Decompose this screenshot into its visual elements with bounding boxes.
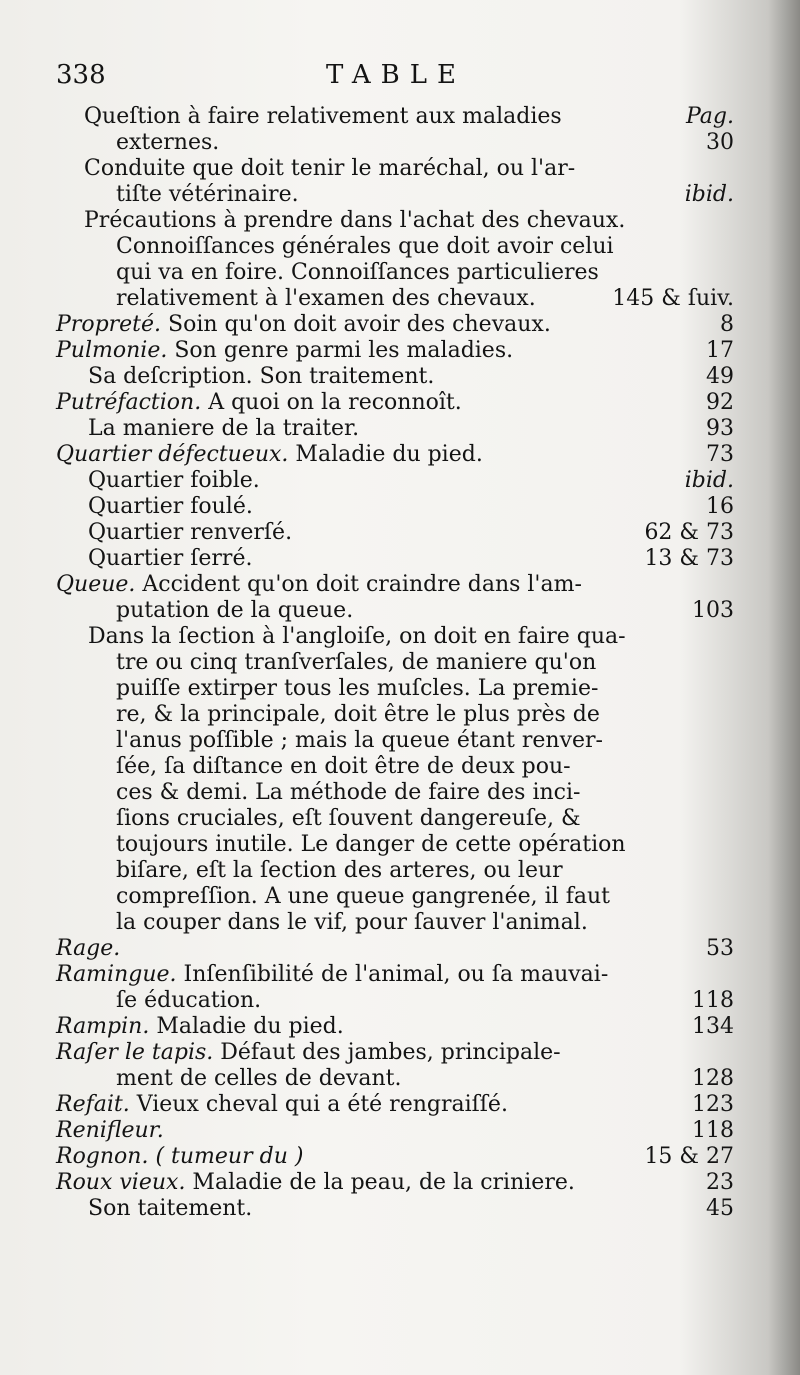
entry-text — [88, 364, 434, 390]
entry-description: re, & la principale, doit être le plus près de — [116, 702, 600, 727]
entry-description: Queſtion à faire relativement aux maladies — [84, 104, 562, 129]
entry-text — [56, 1170, 575, 1196]
index-line — [56, 286, 734, 312]
index-line — [56, 702, 734, 728]
entry-description: Inſenſibilité de l'animal, ou ſa mauvai- — [176, 962, 609, 987]
index-line — [56, 884, 734, 910]
entry-term: Renifleur. — [56, 1118, 164, 1143]
entry-text — [88, 494, 253, 520]
index-line — [56, 962, 734, 988]
entry-description: Quartier foible. — [88, 468, 260, 493]
index-line — [56, 442, 734, 468]
entry-text — [116, 286, 536, 312]
index-line — [56, 1014, 734, 1040]
index-line — [56, 598, 734, 624]
index-line — [56, 988, 734, 1014]
page-reference: 103 — [692, 598, 734, 623]
entry-text — [84, 104, 562, 130]
index-line — [56, 156, 734, 182]
entry-description: Quartier ſerré. — [88, 546, 253, 571]
index-line — [56, 936, 734, 962]
entry-description: puiſſe extirper tous les muſcles. La premie- — [116, 676, 599, 701]
entry-description: La maniere de la traiter. — [88, 416, 360, 441]
entry-description: Précautions à prendre dans l'achat des chevaux. — [84, 208, 626, 233]
entry-description: compreſſion. A une queue gangrenée, il faut — [116, 884, 610, 909]
entry-text — [116, 260, 599, 286]
index-line — [56, 1066, 734, 1092]
page-reference: 73 — [706, 442, 734, 467]
entry-text — [56, 936, 120, 962]
page-number: 338 — [56, 60, 106, 90]
entry-text — [116, 130, 219, 156]
entry-text — [56, 1092, 508, 1118]
index-line — [56, 364, 734, 390]
entry-text — [116, 988, 261, 1014]
page-reference: 16 — [706, 494, 734, 519]
index-line — [56, 806, 734, 832]
entry-text — [116, 780, 580, 806]
entry-text — [56, 1040, 561, 1066]
index-line — [56, 1118, 734, 1144]
index-line — [56, 832, 734, 858]
entry-text — [116, 650, 596, 676]
entry-text — [88, 546, 252, 572]
index-line — [56, 338, 734, 364]
index-line — [56, 676, 734, 702]
page-reference: 53 — [706, 936, 734, 961]
index-line — [56, 572, 734, 598]
entry-text — [116, 806, 581, 832]
index-line — [56, 650, 734, 676]
page-reference: ibid. — [684, 468, 734, 493]
index-line — [56, 130, 734, 156]
entry-text — [116, 754, 571, 780]
entry-description: Connoiſſances générales que doit avoir celui — [116, 234, 614, 259]
index-line — [56, 1196, 734, 1222]
page-reference: 30 — [706, 130, 734, 155]
page-reference: Pag. — [685, 104, 734, 129]
index-line — [56, 104, 734, 130]
index-line — [56, 780, 734, 806]
page-reference: 62 & 73 — [644, 520, 734, 545]
page-reference: 23 — [706, 1170, 734, 1195]
entry-text — [116, 832, 626, 858]
entry-term: Propreté. — [56, 312, 162, 337]
index-line — [56, 468, 734, 494]
entry-text — [56, 1118, 164, 1144]
entry-description: Accident qu'on doit craindre dans l'am- — [135, 572, 582, 597]
entry-description: l'anus poſſible ; mais la queue étant renver- — [116, 728, 603, 753]
entry-description: tre ou cinq tranſverſales, de maniere qu'on — [116, 650, 597, 675]
index-line — [56, 312, 734, 338]
page-title: TABLE — [325, 60, 467, 90]
entry-term: Refait. — [56, 1092, 130, 1117]
page-reference: 118 — [692, 988, 734, 1013]
entry-text — [116, 676, 598, 702]
entry-term: Rognon. ( tumeur du ) — [56, 1144, 304, 1169]
index-line — [56, 1170, 734, 1196]
index-line — [56, 624, 734, 650]
page-header — [56, 60, 736, 96]
entry-description: ſions cruciales, eſt ſouvent dangereuſe, & — [116, 806, 581, 831]
page-reference: 134 — [692, 1014, 734, 1039]
index-line — [56, 416, 734, 442]
entry-description: toujours inutile. Le danger de cette opération — [116, 832, 626, 857]
page-reference: 123 — [692, 1092, 734, 1117]
entry-text — [116, 858, 563, 884]
entry-term: Pulmonie. — [56, 338, 168, 363]
entry-description: la couper dans le vif, pour ſauver l'animal. — [116, 910, 588, 935]
entry-text — [88, 468, 260, 494]
index-line — [56, 208, 734, 234]
page-reference: 49 — [706, 364, 734, 389]
entry-text — [88, 1196, 252, 1222]
page-reference: 13 & 73 — [644, 546, 734, 571]
entry-description: Soin qu'on doit avoir des chevaux. — [161, 312, 551, 337]
index-line — [56, 520, 734, 546]
entry-text — [116, 884, 610, 910]
entry-term: Raſer le tapis. — [56, 1040, 214, 1065]
entry-text — [56, 1014, 344, 1040]
index-line — [56, 1092, 734, 1118]
entry-text — [116, 234, 614, 260]
index-line — [56, 390, 734, 416]
entry-description: ſe éducation. — [116, 988, 262, 1013]
entry-text — [56, 572, 582, 598]
index-line — [56, 1144, 734, 1170]
entry-description: relativement à l'examen des chevaux. — [116, 286, 536, 311]
entry-text — [116, 702, 600, 728]
index-line — [56, 260, 734, 286]
index-line — [56, 182, 734, 208]
entry-text — [56, 962, 608, 988]
entry-term: Putréfaction. — [56, 390, 202, 415]
page-reference: 92 — [706, 390, 734, 415]
page-reference: 118 — [692, 1118, 734, 1143]
page-reference: 128 — [692, 1066, 734, 1091]
index-line — [56, 754, 734, 780]
entry-term: Rage. — [56, 936, 121, 961]
entry-text — [84, 208, 625, 234]
entry-text — [88, 416, 359, 442]
entry-term: Rampin. — [56, 1014, 150, 1039]
entry-description: Maladie du pied. — [149, 1014, 344, 1039]
page-reference: 93 — [706, 416, 734, 441]
entry-description: Vieux cheval qui a été rengraiſſé. — [129, 1092, 508, 1117]
entry-description: A quoi on la reconnoît. — [201, 390, 462, 415]
entry-description: qui va en foire. Connoiſſances particulieres — [116, 260, 599, 285]
entry-description: tiſte vétérinaire. — [116, 182, 299, 207]
entry-description: Son taitement. — [88, 1196, 253, 1221]
entry-description: ment de celles de devant. — [116, 1066, 402, 1091]
entry-term: Quartier défectueux. — [56, 442, 289, 467]
page-reference: ibid. — [684, 182, 734, 207]
entry-text — [56, 312, 551, 338]
index-line — [56, 494, 734, 520]
entry-text — [56, 442, 483, 468]
entry-text — [116, 1066, 401, 1092]
index-line — [56, 546, 734, 572]
index-line — [56, 728, 734, 754]
index-entries — [56, 104, 734, 1222]
entry-text — [88, 624, 626, 650]
entry-text — [88, 520, 292, 546]
entry-term: Roux vieux. — [56, 1170, 186, 1195]
entry-description: Dans la ſection à l'angloiſe, on doit en faire qua- — [88, 624, 626, 649]
entry-text — [56, 1144, 303, 1170]
entry-description: Son genre parmi les maladies. — [167, 338, 514, 363]
page-reference: 145 & ſuiv. — [612, 286, 734, 311]
entry-text — [56, 338, 513, 364]
entry-term: Queue. — [56, 572, 136, 597]
entry-description: biſare, eſt la ſection des arteres, ou leur — [116, 858, 563, 883]
entry-description: Quartier renverſé. — [88, 520, 293, 545]
entry-text — [56, 390, 462, 416]
entry-text — [116, 728, 603, 754]
index-line — [56, 1040, 734, 1066]
entry-description: Conduite que doit tenir le maréchal, ou l'ar- — [84, 156, 576, 181]
page-reference: 8 — [720, 312, 734, 337]
entry-description: putation de la queue. — [116, 598, 354, 623]
entry-text — [116, 182, 299, 208]
entry-description: Quartier foulé. — [88, 494, 253, 519]
entry-description: Sa deſcription. Son traitement. — [88, 364, 435, 389]
entry-description: Défaut des jambes, principale- — [213, 1040, 561, 1065]
page-reference: 15 & 27 — [644, 1144, 734, 1169]
entry-text — [116, 910, 588, 936]
index-line — [56, 910, 734, 936]
entry-text — [116, 598, 353, 624]
entry-description: Maladie du pied. — [288, 442, 483, 467]
page-reference: 45 — [706, 1196, 734, 1221]
index-line — [56, 858, 734, 884]
entry-description: externes. — [116, 130, 220, 155]
entry-text — [84, 156, 575, 182]
entry-description: ſée, ſa diſtance en doit être de deux pou- — [116, 754, 571, 779]
entry-term: Ramingue. — [56, 962, 177, 987]
index-line — [56, 234, 734, 260]
page-reference: 17 — [706, 338, 734, 363]
entry-description: ces & demi. La méthode de faire des inci- — [116, 780, 581, 805]
entry-description: Maladie de la peau, de la criniere. — [185, 1170, 575, 1195]
